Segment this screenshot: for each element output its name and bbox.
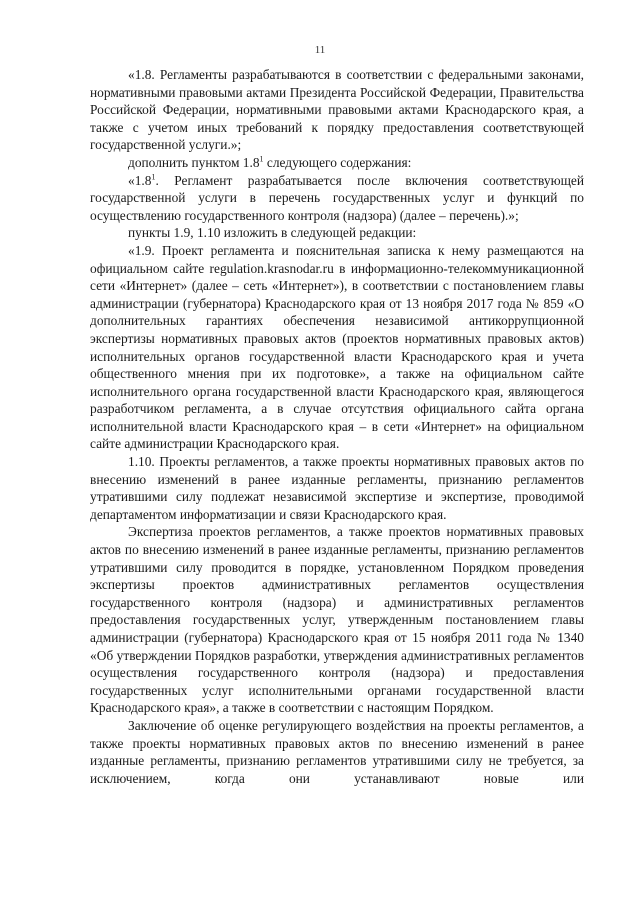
superscript: 1 [259, 154, 264, 164]
paragraph-items-1-9-1-10: пункты 1.9, 1.10 изложить в следующей редакции: [128, 225, 417, 241]
paragraph-conclusion: Заключение об оценке регулирующего воздействия на проекты регламентов, а также проекты нормативных правовых актов по внесению изменений в ранее изданные регламенты, признанию регламентов утратившими силу не требуется, за исключением, когда они устанавливают новые или [90, 717, 584, 786]
paragraph-text: дополнить пунктом 1.8 [128, 154, 260, 170]
superscript: 1 [151, 172, 156, 182]
paragraph-add-1-8-1 [90, 154, 584, 172]
paragraph-1-10: 1.10. Проекты регламентов, а также проекты нормативных правовых актов по внесению изменений в ранее изданные регламенты, признанию регламентов утратившими силу подлежат независимой экспертизе и экспертизе, проводимой департаментом информатизации и связи Краснодарского края. [90, 454, 584, 522]
page-number: 11 [314, 44, 326, 56]
paragraph-1-8-1 [90, 172, 584, 225]
paragraph-text: «1.8 [128, 172, 152, 188]
paragraph-text: следующего содержания: [263, 154, 412, 170]
paragraph-1-9: «1.9. Проект регламента и пояснительная записка к нему размещаются на официальном сайте regulation.krasnodar.ru в информационно-телекоммуникационной сети «Интернет» (далее – сеть «Интернет»), в соответствии с постановлением главы администрации (губернатора) Краснодарского края от 13 ноября 2017 года № 859 «О дополнительных гарантиях обеспечения независимой антикоррупционной экспертизы нормативных правовых актов (проектов нормативных правовых актов) исполнительных органов государственной власти Краснодарского края и учета общественного мнения при их подготовке», а также на официальном сайте исполнительного органа государственной власти Краснодарского края, являющегося разработчиком регламента, а в случае отсутствия официального сайта органа исполнительной власти Краснодарского края – в сети «Интернет» на официальном сайте администрации Краснодарского края. [90, 242, 584, 452]
paragraph-text: . Регламент разрабатывается после включения соответствующей государственной услуги в перечень государственных услуг и функций по осуществлению государственного контроля (надзора) (далее – перечень).»; [90, 172, 584, 223]
document-body [90, 66, 584, 787]
paragraph-1-8: «1.8. Регламенты разрабатываются в соответствии с федеральными законами, нормативными правовыми актами Президента Российской Федерации, Правительства Российской Федерации, нормативными правовыми актами Краснодарского края, а также с учетом иных требований к порядку предоставления соответствующей государственной услуги.»; [90, 67, 584, 153]
paragraph-expertise: Экспертиза проектов регламентов, а также проектов нормативных правовых актов по внесению изменений в ранее изданные регламенты, признанию регламентов утратившими силу проводится в порядке, установленном Порядком проведения экспертизы проектов административных регламентов осуществления государственного контроля (надзора) и административных регламентов предоставления государственных услуг, утвержденным постановлением главы администрации (губернатора) Краснодарского края от 15 ноября 2011 года № 1340 «Об утверждении Порядков разработки, утверждения административных регламентов осуществления государственного контроля (надзора) и предоставления государственных услуг исполнительными органами государственной власти Краснодарского края», а также в соответствии с настоящим Порядком. [90, 524, 584, 716]
